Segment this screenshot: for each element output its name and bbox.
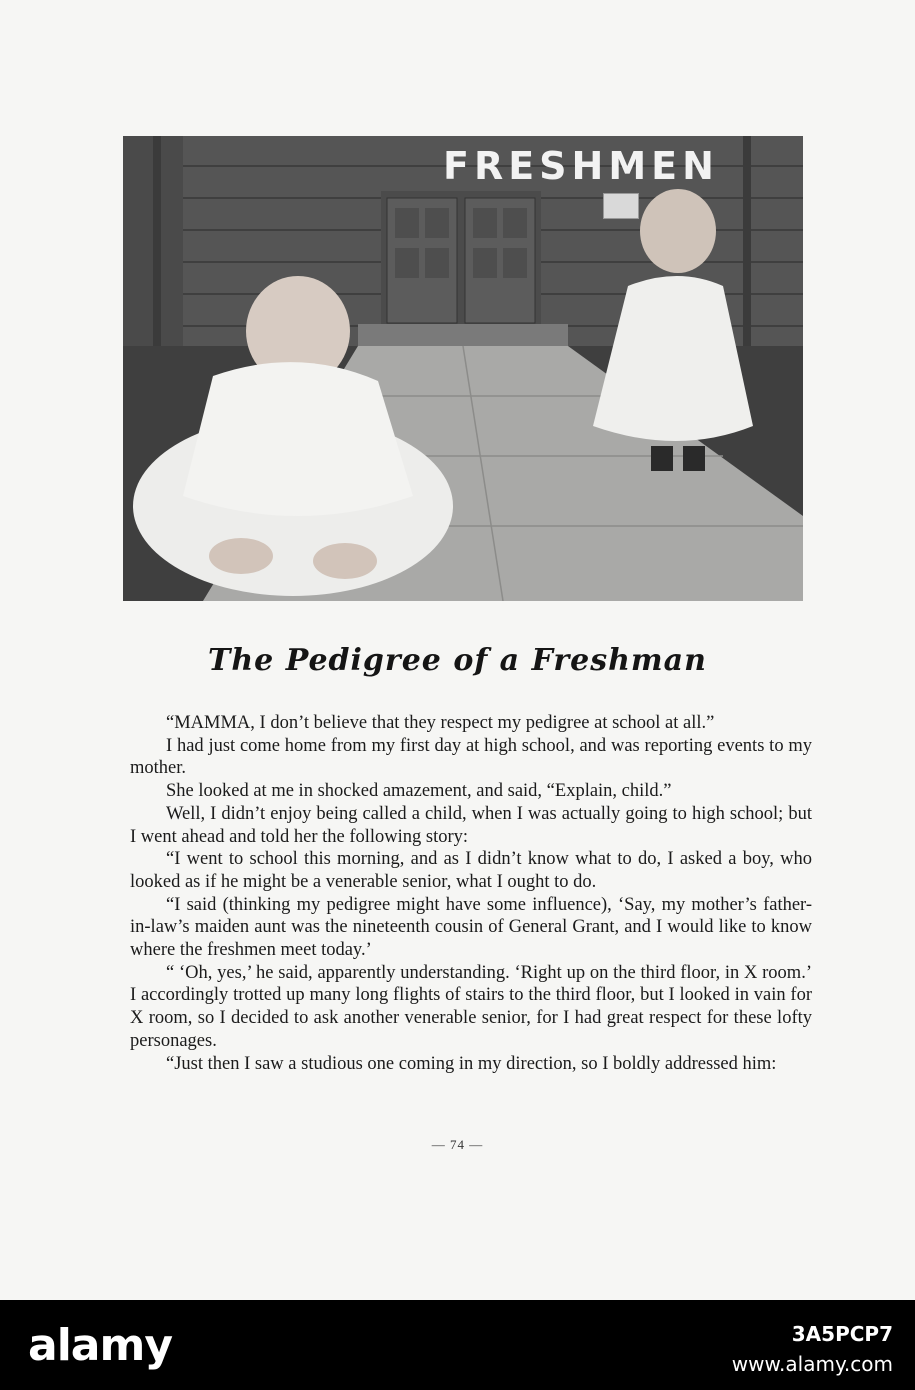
paragraph: “I went to school this morning, and as I didn’t know what to do, I asked a boy, who looked as if he might be a venerable senior, what I ought to do.	[130, 849, 812, 892]
article-body	[130, 712, 812, 1075]
article-title: The Pedigree of a Freshman	[208, 643, 707, 678]
image-id: 3A5PCP7	[791, 1322, 893, 1346]
paragraph: I had just come home from my first day at high school, and was reporting events to my mother.	[130, 735, 812, 779]
freshmen-photo	[123, 136, 803, 601]
door-notice	[603, 193, 639, 219]
paragraph: “MAMMA, I don’t believe that they respect my pedigree at school at all.”	[166, 713, 715, 733]
paragraph: She looked at me in shocked amazement, and said, “Explain, child.”	[166, 781, 672, 802]
freshmen-sign: FRESHMEN	[443, 144, 719, 188]
photo-scene	[123, 136, 803, 601]
paragraph: “I said (thinking my pedigree might have some influence), ‘Say, my mother’s father-in-law’s maiden aunt was the nineteenth cousin of General Grant, and I would like to know where the freshmen meet today.’	[130, 894, 812, 961]
alamy-logo: alamy	[28, 1320, 172, 1371]
stock-info	[732, 1322, 893, 1376]
site-url: www.alamy.com	[731, 1352, 893, 1376]
stock-banner	[0, 1300, 915, 1390]
paragraph: “Just then I saw a studious one coming in my direction, so I boldly addressed him:	[166, 1053, 777, 1074]
paragraph: Well, I didn’t enjoy being called a child, when I was actually going to high school; but I went ahead and told her the following story:	[130, 803, 812, 847]
page-number: — 74 —	[431, 1137, 484, 1152]
paragraph: “ ‘Oh, yes,’ he said, apparently understanding. ‘Right up on the third floor, in X room.’ I accordingly trotted up many long flights of stairs to the third floor, but I looked in vain for X room, so I decided to ask another venerable senior, for I had great respect for these lofty personages.	[130, 962, 812, 1051]
